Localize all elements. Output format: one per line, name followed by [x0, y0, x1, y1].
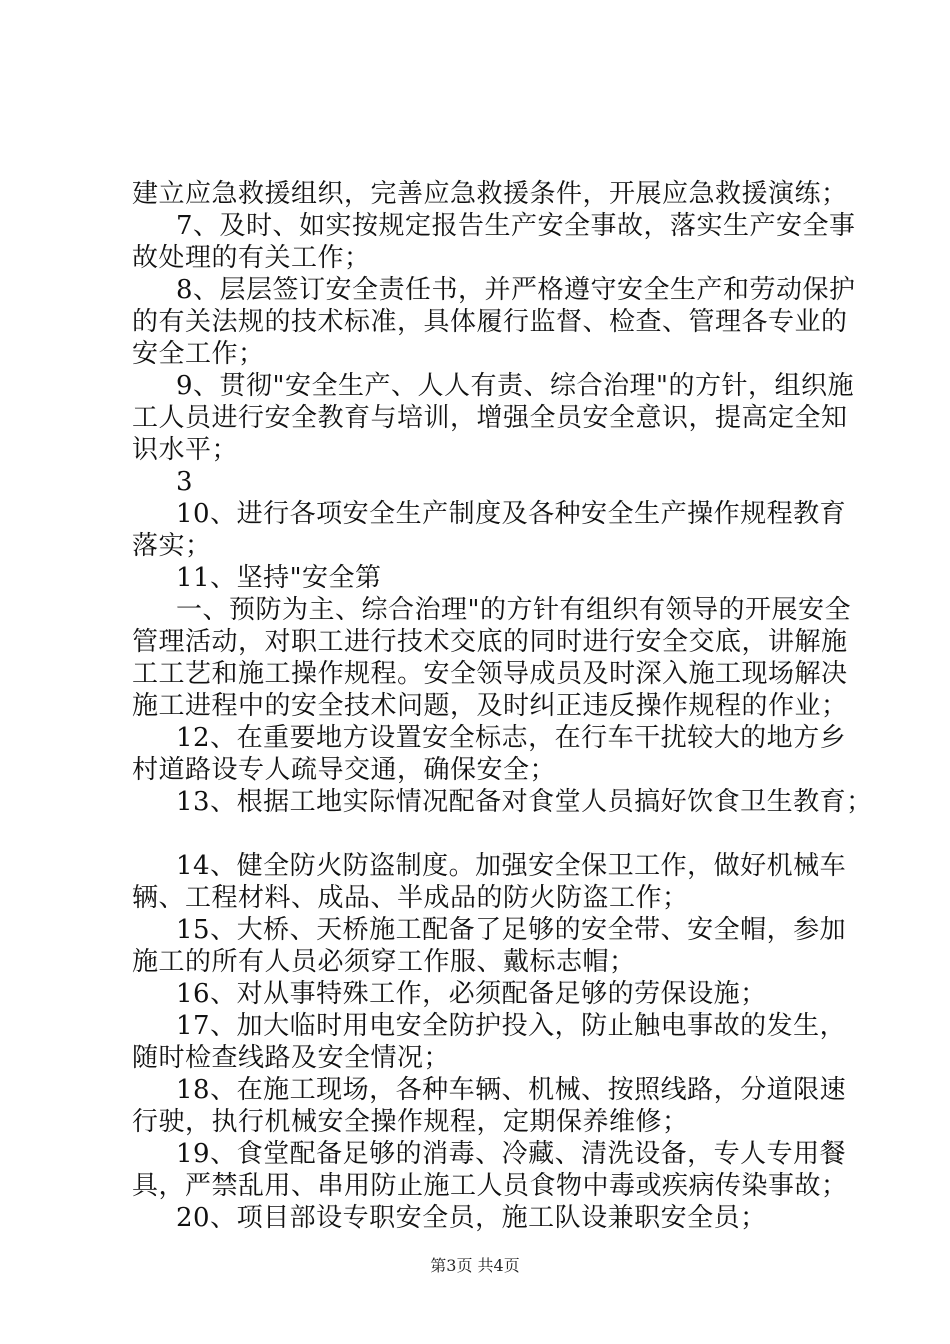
paragraph-line: 建立应急救援组织，完善应急救援条件，开展应急救援演练；: [132, 179, 848, 209]
paragraph-line: 一、预防为主、综合治理"的方针有组织有领导的开展安全: [176, 595, 851, 625]
paragraph-line: 14、健全防火防盗制度。加强安全保卫工作，做好机械车: [176, 851, 847, 881]
paragraph-line: 识水平；: [132, 435, 239, 465]
paragraph-line: 11、坚持"安全第: [176, 563, 382, 593]
paragraph-line: 8、层层签订安全责任书，并严格遵守安全生产和劳动保护: [176, 275, 856, 305]
paragraph-line: 的有关法规的技术标准，具体履行监督、检查、管理各专业的: [132, 307, 848, 337]
paragraph-line: 工工艺和施工操作规程。安全领导成员及时深入施工现场解决: [132, 659, 848, 689]
paragraph-line: 施工的所有人员必须穿工作服、戴标志帽；: [132, 947, 636, 977]
paragraph-line: 行驶，执行机械安全操作规程，定期保养维修；: [132, 1107, 689, 1137]
paragraph-line: 管理活动，对职工进行技术交底的同时进行安全交底，讲解施: [132, 627, 848, 657]
page-footer: 第3页 共4页: [430, 1256, 520, 1275]
paragraph-line: 9、贯彻"安全生产、人人有责、综合治理"的方针，组织施: [176, 371, 854, 401]
paragraph-line: 故处理的有关工作；: [132, 243, 371, 273]
paragraph-line: 10、进行各项安全生产制度及各种安全生产操作规程教育: [176, 499, 847, 529]
paragraph-line: 工人员进行安全教育与培训，增强全员安全意识，提高定全知: [132, 403, 848, 433]
paragraph-line: 13、根据工地实际情况配备对食堂人员搞好饮食卫生教育；: [176, 787, 873, 817]
paragraph-line: 村道路设专人疏导交通，确保安全；: [132, 755, 557, 785]
paragraph-line: 12、在重要地方设置安全标志，在行车干扰较大的地方乡: [176, 723, 847, 753]
paragraph-line: 施工进程中的安全技术问题，及时纠正违反操作规程的作业；: [132, 691, 848, 721]
paragraph-line: 随时检查线路及安全情况；: [132, 1043, 451, 1073]
paragraph-line: 19、食堂配备足够的消毒、冷藏、清洗设备，专人专用餐: [176, 1139, 847, 1169]
paragraph-line: 17、加大临时用电安全防护投入，防止触电事故的发生，: [176, 1011, 847, 1041]
paragraph-line: 辆、工程材料、成品、半成品的防火防盗工作；: [132, 883, 689, 913]
paragraph-line: 安全工作；: [132, 339, 265, 369]
paragraph-line: 7、及时、如实按规定报告生产安全事故，落实生产安全事: [176, 211, 856, 241]
paragraph-line: 15、大桥、天桥施工配备了足够的安全带、安全帽，参加: [176, 915, 847, 945]
paragraph-line: 具，严禁乱用、串用防止施工人员食物中毒或疾病传染事故；: [132, 1171, 848, 1201]
page-number-inline: 3: [176, 467, 194, 497]
paragraph-line: 20、项目部设专职安全员，施工队设兼职安全员；: [176, 1203, 767, 1233]
paragraph-line: 落实；: [132, 531, 212, 561]
paragraph-line: 16、对从事特殊工作，必须配备足够的劳保设施；: [176, 979, 767, 1009]
paragraph-line: 18、在施工现场，各种车辆、机械、按照线路，分道限速: [176, 1075, 847, 1105]
